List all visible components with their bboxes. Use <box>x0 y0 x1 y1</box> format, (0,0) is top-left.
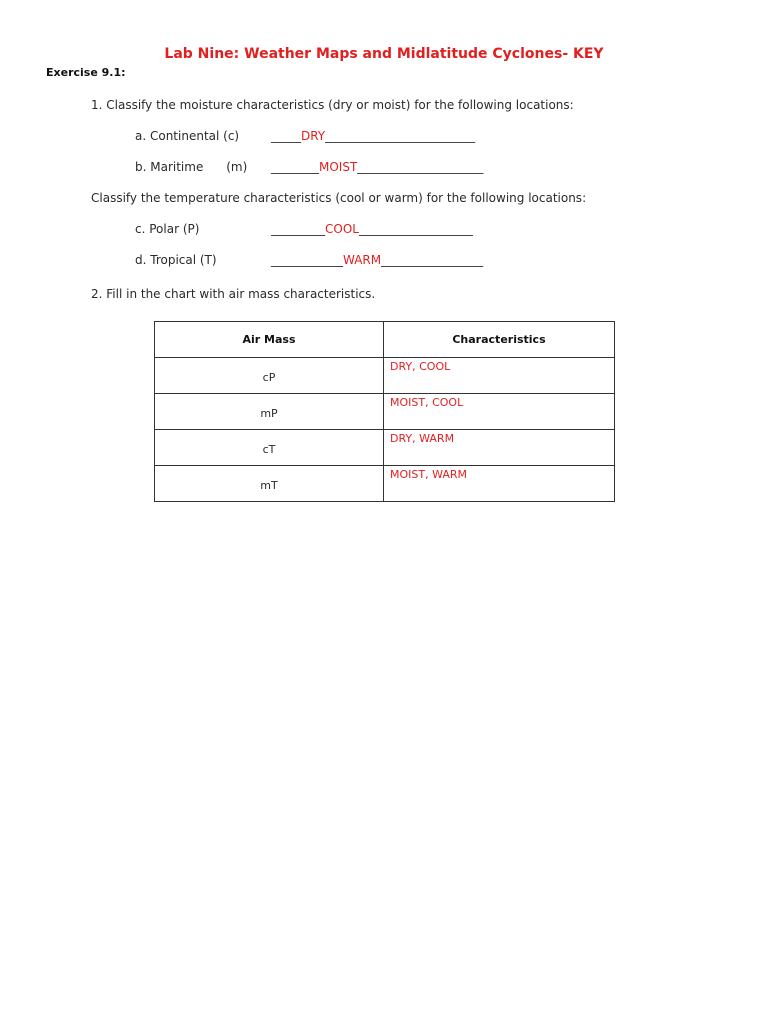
air-mass-cell: cP <box>155 358 384 394</box>
answer-text: COOL <box>325 222 359 236</box>
question-2-prompt: 2. Fill in the chart with air mass characteristics. <box>91 287 376 301</box>
item-c-answer <box>271 222 473 236</box>
answer-text: MOIST <box>319 160 358 174</box>
air-mass-cell: mP <box>155 394 384 430</box>
exercise-label: Exercise 9.1: <box>46 66 126 79</box>
table-row <box>155 394 615 430</box>
blank-pre: ____________ <box>271 253 343 267</box>
characteristics-cell: DRY, COOL <box>384 358 615 394</box>
temperature-prompt: Classify the temperature characteristics (cool or warm) for the following locations: <box>91 191 587 205</box>
item-b-label: b. Maritime (m) <box>135 160 248 174</box>
table-row <box>155 430 615 466</box>
item-c-label: c. Polar (P) <box>135 222 200 236</box>
table-row <box>155 466 615 502</box>
air-mass-table <box>154 321 615 502</box>
characteristics-cell: MOIST, WARM <box>384 466 615 502</box>
blank-post: _________________ <box>381 253 484 267</box>
answer-text: WARM <box>343 253 382 267</box>
item-a-answer <box>271 129 475 143</box>
air-mass-cell: mT <box>155 466 384 502</box>
blank-pre: _________ <box>271 222 325 236</box>
question-1-prompt: 1. Classify the moisture characteristics (dry or moist) for the following locations: <box>91 98 574 112</box>
item-d-label: d. Tropical (T) <box>135 253 217 267</box>
blank-pre: ________ <box>271 160 319 174</box>
blank-post: ___________________ <box>358 222 473 236</box>
item-b-answer <box>271 160 483 174</box>
characteristics-cell: MOIST, COOL <box>384 394 615 430</box>
answer-text: DRY <box>301 129 326 143</box>
air-mass-cell: cT <box>155 430 384 466</box>
blank-pre: _____ <box>271 129 301 143</box>
column-header-air-mass: Air Mass <box>155 322 384 358</box>
blank-post: _____________________ <box>357 160 484 174</box>
blank-post: _________________________ <box>325 129 476 143</box>
table-header-row <box>155 322 615 358</box>
characteristics-cell: DRY, WARM <box>384 430 615 466</box>
item-d-answer <box>271 253 483 267</box>
item-a-label: a. Continental (c) <box>135 129 240 143</box>
page-title: Lab Nine: Weather Maps and Midlatitude Cyclones- KEY <box>164 46 604 62</box>
table-row <box>155 358 615 394</box>
column-header-characteristics: Characteristics <box>384 322 615 358</box>
